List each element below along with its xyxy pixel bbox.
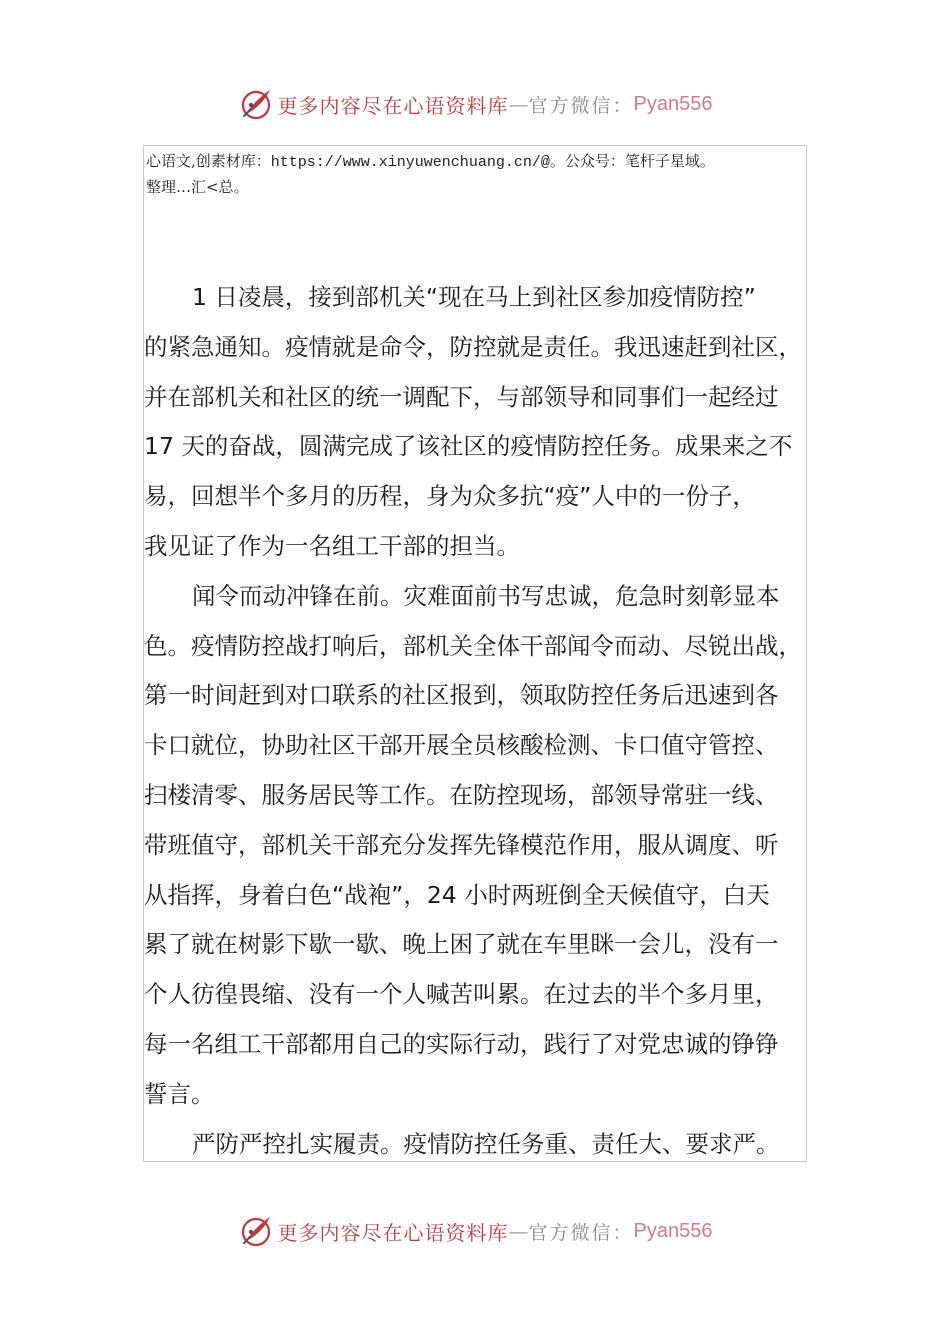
article-body bbox=[144, 273, 807, 1162]
banner-title: 更多内容尽在心语资料库 bbox=[277, 93, 509, 118]
source-note bbox=[146, 149, 806, 200]
source-note-suffix: 。公众号：笔杆子星域。 bbox=[549, 152, 715, 170]
quill-logo-icon bbox=[238, 86, 274, 122]
article-line: 17 天的奋战，圆满完成了该社区的疫情防控任务。成果来之不 bbox=[144, 432, 793, 461]
article-line: 第一时间赶到对口联系的社区报到，领取防控任务后迅速到各 bbox=[144, 681, 779, 710]
header-banner bbox=[0, 82, 950, 126]
article-line: 每一名组工干部都用自己的实际行动，践行了对党忠诚的铮铮 bbox=[144, 1029, 779, 1058]
banner-dash: — bbox=[508, 92, 529, 116]
article-line: 个人彷徨畏缩、没有一个人喊苦叫累。在过去的半个多月里， bbox=[144, 980, 779, 1009]
article-line: 卡口就位，协助社区干部开展全员核酸检测、卡口值守管控、 bbox=[144, 731, 779, 760]
article-line: 1 日凌晨，接到部机关“现在马上到社区参加疫情防控” bbox=[192, 283, 756, 311]
article-line: 从指挥，身着白色“战袍”，24 小时两班倒全天候值守，白天 bbox=[144, 880, 770, 909]
banner-wechat-id: Pyan556 bbox=[633, 92, 713, 115]
article-line: 易，回想半个多月的历程，身为众多抗“疫”人中的一份子， bbox=[144, 482, 756, 511]
source-note-url: https://www.xinyuwenchuang.cn/@ bbox=[270, 154, 550, 171]
article-line: 严防严控扎实履责。疫情防控任务重、责任大、要求严。 bbox=[192, 1129, 780, 1158]
source-note-prefix: 心语文,创素材库： bbox=[146, 152, 271, 170]
article-line: 我见证了作为一名组工干部的担当。 bbox=[144, 531, 520, 560]
article-line: 誓言。 bbox=[144, 1079, 215, 1108]
banner-wechat-id: Pyan556 bbox=[633, 1219, 713, 1242]
article-line: 扫楼清零、服务居民等工作。在防控现场，部领导常驻一线、 bbox=[144, 780, 779, 809]
footer-banner bbox=[0, 1209, 950, 1253]
article-line: 带班值守，部机关干部充分发挥先锋模范作用，服从调度、听 bbox=[144, 830, 779, 859]
article-line: 闻令而动冲锋在前。灾难面前书写忠诚，危急时刻彰显本 bbox=[192, 581, 780, 610]
article-line: 累了就在树影下歇一歇、晚上困了就在车里眯一会儿，没有一 bbox=[144, 930, 779, 959]
banner-title: 更多内容尽在心语资料库 bbox=[277, 1220, 509, 1245]
document-page bbox=[143, 145, 807, 1162]
article-line: 色。疫情防控战打响后，部机关全体干部闻令而动、尽锐出战， bbox=[144, 631, 802, 660]
article-line: 的紧急通知。疫情就是命令，防控就是责任。我迅速赶到社区， bbox=[144, 332, 802, 361]
banner-dash: — bbox=[508, 1219, 529, 1243]
article-line: 并在部机关和社区的统一调配下，与部领导和同事们一起经过 bbox=[144, 382, 779, 411]
quill-logo-icon bbox=[238, 1213, 274, 1249]
source-note-line2: 整理…汇<总。 bbox=[146, 178, 249, 196]
banner-wechat-label: 官方微信： bbox=[528, 94, 634, 117]
banner-wechat-label: 官方微信： bbox=[528, 1221, 634, 1244]
